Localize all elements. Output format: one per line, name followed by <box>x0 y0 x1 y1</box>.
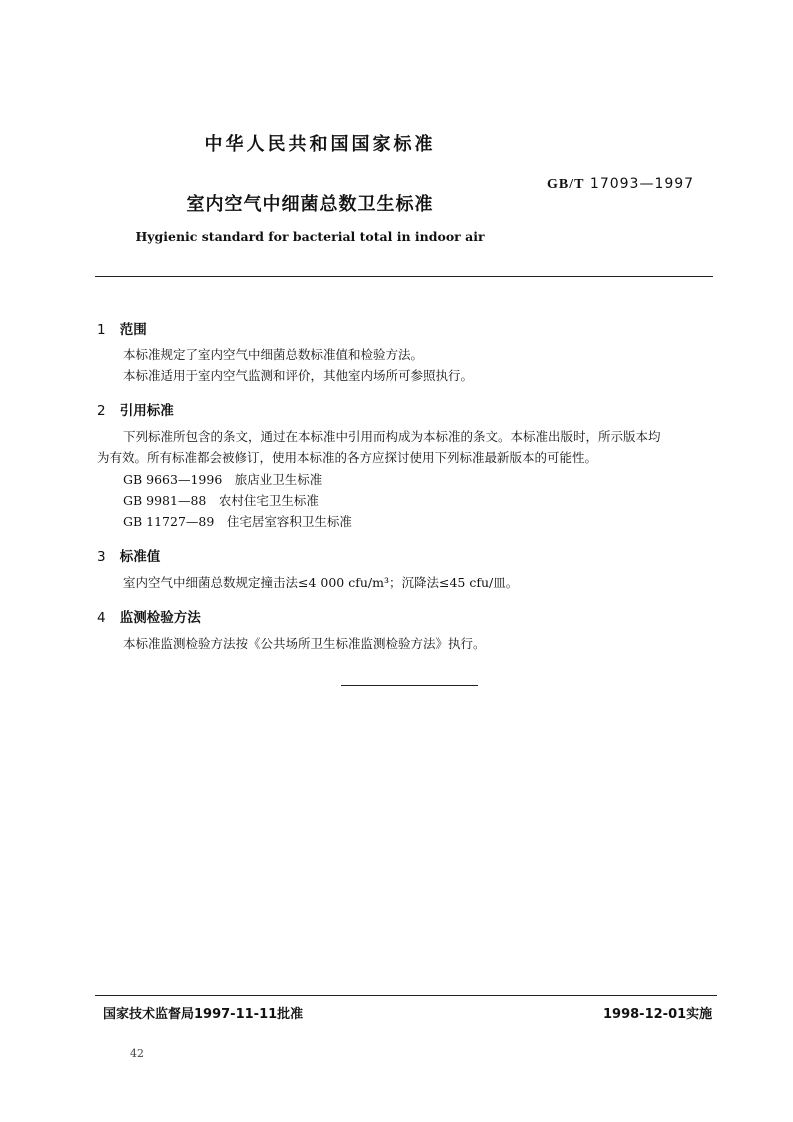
end-of-text-line <box>341 685 478 686</box>
section-heading-standard-value <box>97 545 160 565</box>
section-number: 2 <box>97 403 106 419</box>
page-number: 42 <box>130 1047 144 1060</box>
document-title-en: Hygienic standard for bacterial total in indoor air <box>135 229 485 244</box>
header-divider <box>95 276 713 277</box>
reference-item: GB 9981—88 农村住宅卫生标准 <box>123 493 319 508</box>
document-title-cn: 室内空气中细菌总数卫生标准 <box>186 194 434 215</box>
section-heading-test-method <box>97 606 201 626</box>
paragraph: 本标准规定了室内空气中细菌总数标准值和检验方法。 <box>123 347 424 362</box>
reference-item: GB 11727—89 住宅居室容积卫生标准 <box>123 514 352 529</box>
paragraph: 室内空气中细菌总数规定撞击法≤4 000 cfu/m³；沉降法≤45 cfu/皿。 <box>123 575 519 590</box>
standard-code-number: 17093—1997 <box>589 176 695 192</box>
section-title: 范围 <box>119 322 147 338</box>
section-number: 3 <box>97 549 106 565</box>
paragraph: 本标准监测检验方法按《公共场所卫生标准监测检验方法》执行。 <box>123 636 486 651</box>
footer-divider <box>95 995 717 996</box>
paragraph: 下列标准所包含的条文，通过在本标准中引用而构成为本标准的条文。本标准出版时，所示版本均 <box>123 429 661 444</box>
section-title: 标准值 <box>119 549 161 565</box>
standard-code-prefix: GB/T <box>547 177 585 192</box>
section-heading-scope <box>97 318 147 338</box>
national-standard-heading: 中华人民共和国国家标准 <box>204 134 436 155</box>
paragraph: 本标准适用于室内空气监测和评价，其他室内场所可参照执行。 <box>123 368 474 383</box>
approval-note: 国家技术监督局1997-11-11批准 <box>103 1007 304 1022</box>
reference-item: GB 9663—1996 旅店业卫生标准 <box>123 472 323 487</box>
implementation-date: 1998-12-01实施 <box>603 1007 713 1022</box>
paragraph: 为有效。所有标准都会被修订，使用本标准的各方应探讨使用下列标准最新版本的可能性。 <box>97 450 598 465</box>
section-title: 引用标准 <box>119 403 174 419</box>
section-number: 4 <box>97 610 106 626</box>
section-number: 1 <box>97 322 106 338</box>
section-title: 监测检验方法 <box>119 610 201 626</box>
section-heading-references <box>97 399 174 419</box>
